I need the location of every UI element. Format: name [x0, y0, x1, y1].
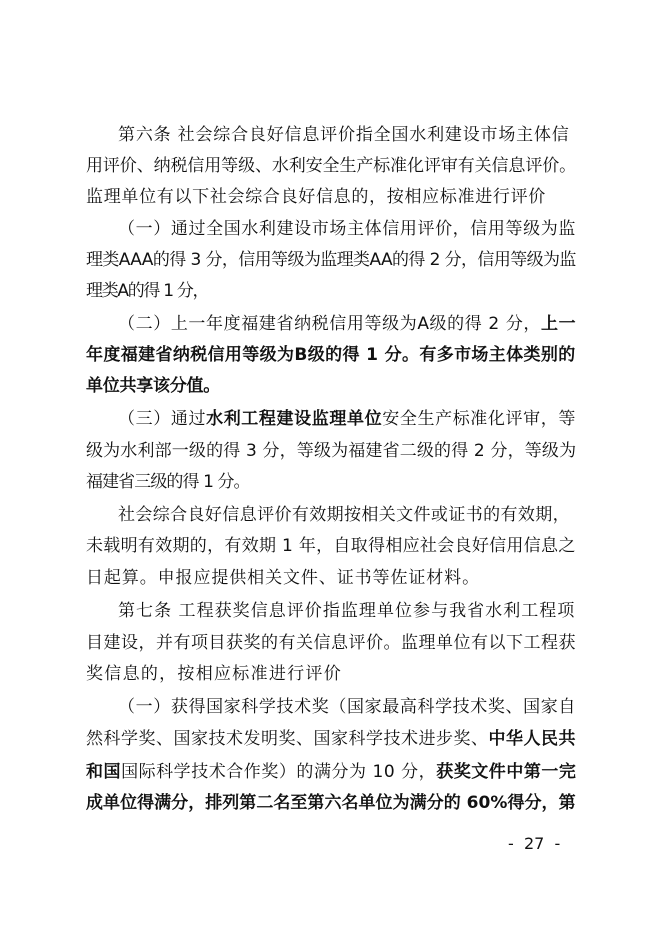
text-segment: （一）通过全国水利建设市场主体信用评价，信用等级为监 — [118, 219, 576, 239]
text-segment: 福建省三级的得 1 分。 — [86, 472, 250, 492]
text-segment: （三）通过 — [118, 409, 207, 429]
text-segment: 用评价、纳税信用等级、水利安全生产标准化评审有关信息评价。 — [86, 156, 577, 176]
text-line — [86, 659, 342, 689]
text-segment: 国际科学技术合作奖）的满分为 10 分， — [121, 762, 437, 782]
text-line — [86, 182, 546, 212]
text-line — [86, 467, 250, 497]
text-segment: 然科学奖、国家技术发明奖、国家科学技术进步奖、 — [86, 729, 489, 749]
bold-text-segment: 成单位得满分，排列第二名至第六名单位为满分的 60%得分，第 — [86, 793, 576, 813]
bold-text-segment: 获奖文件中第一完 — [436, 762, 577, 782]
text-segment: 未载明有效期的，有效期 1 年，自取得相应社会良好信用信息之 — [86, 536, 576, 556]
bold-text-segment: 水利工程建设监理单位 — [206, 409, 383, 429]
text-segment: 日起算。申报应提供相关文件、证书等佐证材料。 — [86, 568, 480, 588]
text-segment: （一）获得国家科学技术奖（国家最高科学技术奖、国家自 — [118, 697, 576, 717]
bold-text-segment: 中华人民共 — [488, 729, 576, 749]
text-segment: 理类AAA的得 3 分，信用等级为监理类AA的得 2 分，信用等级为监 — [86, 250, 576, 270]
text-line — [86, 151, 576, 181]
text-line — [86, 563, 480, 593]
text-line — [118, 692, 576, 722]
bold-text-segment: 单位共享该分值。 — [86, 376, 220, 396]
text-line — [86, 788, 576, 818]
text-segment: （二）上一年度福建省纳税信用等级为A级的得 2 分， — [118, 314, 542, 334]
text-line — [118, 120, 570, 150]
text-line — [118, 309, 576, 339]
text-line — [86, 436, 576, 466]
text-line — [86, 628, 576, 658]
text-segment: 监理单位有以下社会综合良好信息的，按相应标准进行评价 — [86, 187, 546, 207]
bold-text-segment: 上一 — [541, 314, 577, 334]
bold-text-segment: 和国 — [86, 762, 122, 782]
bold-text-segment: 年度福建省纳税信用等级为B级的得 1 分。有多市场主体类别的 — [86, 345, 576, 365]
text-line — [118, 596, 575, 626]
text-line — [118, 500, 570, 530]
text-segment: 第七条 工程获奖信息评价指监理单位参与我省水利工程项 — [118, 601, 576, 621]
text-line — [86, 340, 576, 370]
text-line — [86, 276, 208, 306]
text-segment: 奖信息的，按相应标准进行评价 — [86, 664, 343, 684]
text-line — [86, 531, 576, 561]
text-line — [118, 214, 576, 244]
text-segment: 目建设，并有项目获奖的有关信息评价。监理单位有以下工程获 — [86, 633, 576, 653]
page-number: - 27 - — [508, 834, 561, 853]
text-segment: 级为水利部一级的得 3 分，等级为福建省二级的得 2 分，等级为 — [86, 441, 577, 461]
text-segment: 理类A的得 1 分， — [86, 281, 209, 301]
text-segment: 社会综合良好信息评价有效期按相关文件或证书的有效期， — [118, 505, 571, 525]
text-line — [86, 371, 220, 401]
text-line — [86, 245, 576, 275]
text-line — [86, 724, 576, 754]
text-line — [118, 404, 576, 434]
text-line — [86, 757, 576, 787]
text-segment: 安全生产标准化评审，等 — [382, 409, 576, 429]
text-segment: 第六条 社会综合良好信息评价指全国水利建设市场主体信 — [118, 125, 570, 145]
